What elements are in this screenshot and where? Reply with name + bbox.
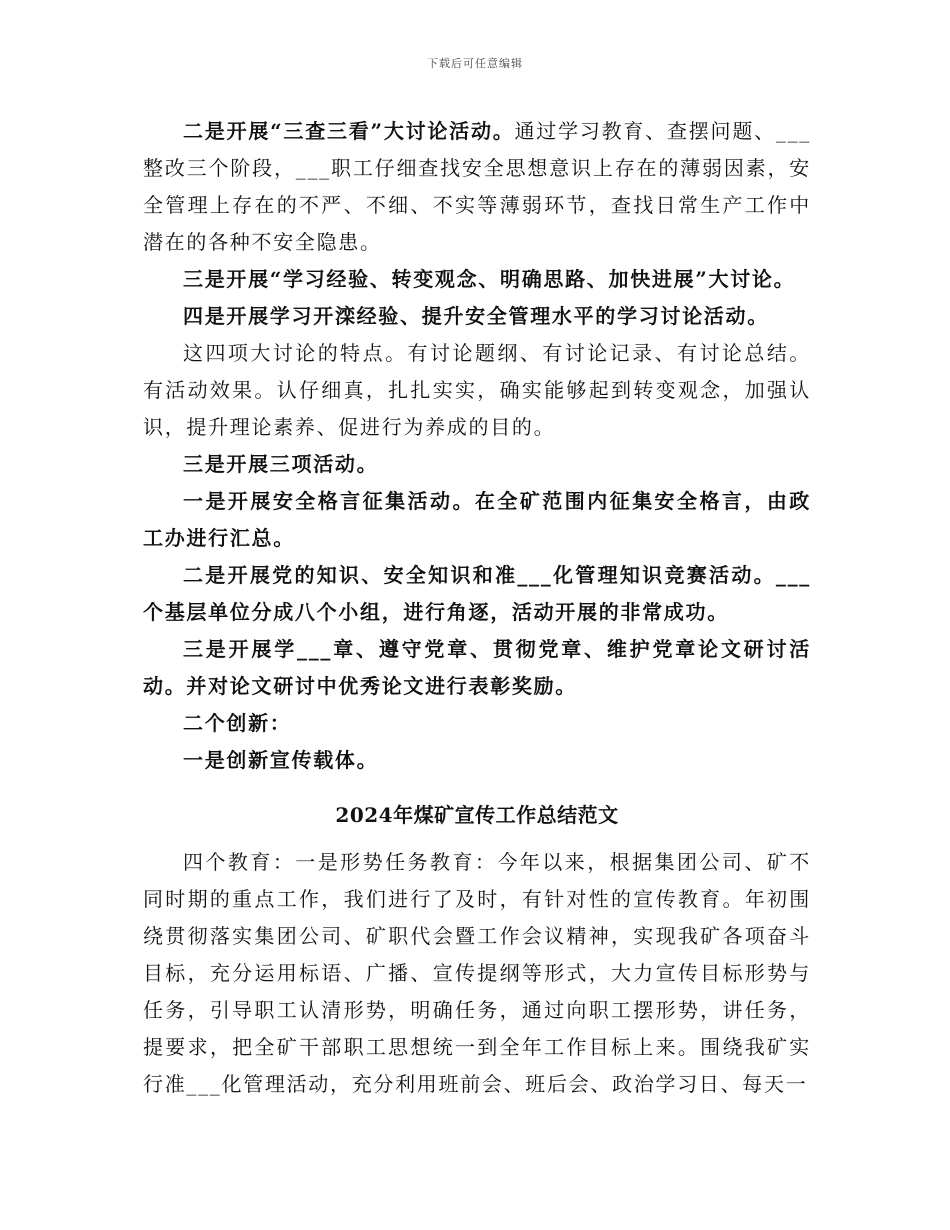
paragraph-bold: 二个创新：: [183, 711, 292, 735]
paragraph: [143, 483, 811, 557]
document-body: [143, 113, 811, 1103]
paragraph-text: 这四项大讨论的特点。有讨论题纲、有讨论记录、有讨论总结。有活动效果。认仔细真，扎扎实实，确实能够起到转变观念，加强认识，提升理论素养、促进行为养成的目的。: [143, 341, 811, 439]
paragraph-text: 四个教育：一是形势任务教育：今年以来，根据集团公司、矿不同时期的重点工作，我们进行了及时，有针对性的宣传教育。年初围绕贯彻落实集团公司、矿职代会暨工作会议精神，实现我矿各项奋斗目标，充分运用标语、广播、宣传提纲等形式，大力宣传目标形势与任务，引导职工认清形势，明确任务，通过向职工摆形势，讲任务，提要求，把全矿干部职工思想统一到全年工作目标上来。围绕我矿实行准___化管理活动，充分利用班前会、班后会、政治学习日、每天一: [143, 850, 811, 1096]
paragraph: [143, 844, 811, 1103]
paragraph: [143, 113, 811, 261]
paragraph-bold: 三是开展“学习经验、转变观念、明确思路、加快进展”大讨论。: [183, 267, 796, 291]
paragraph-bold: 二是开展“三查三看”大讨论活动。: [183, 119, 515, 143]
paragraph-bold: 一是开展安全格言征集活动。在全矿范围内征集安全格言，由政工办进行汇总。: [143, 489, 811, 550]
paragraph-bold: 四是开展学习开滦经验、提升安全管理水平的学习讨论活动。: [183, 304, 769, 328]
paragraph-text: 通过学习教育、查摆问题、___整改三个阶段，___职工仔细查找安全思想意识上存在的薄弱因素，安全管理上存在的不严、不细、不实等薄弱环节，查找日常生产工作中潜在的各种不安全隐患。: [143, 119, 811, 254]
paragraph: [143, 298, 811, 335]
section-title: 2024年煤矿宣传工作总结范文: [335, 803, 619, 827]
paragraph-bold: 三是开展学___章、遵守党章、贯彻党章、维护党章论文研讨活动。并对论文研讨中优秀论文进行表彰奖励。: [143, 637, 811, 698]
paragraph: [143, 705, 811, 742]
paragraph: [143, 446, 811, 483]
paragraph: [143, 742, 811, 779]
paragraph: [143, 631, 811, 705]
paragraph: [143, 335, 811, 446]
download-watermark: 下载后可任意编辑: [427, 57, 523, 70]
paragraph: [143, 557, 811, 631]
paragraph-bold: 一是创新宣传载体。: [183, 748, 379, 772]
paragraph-bold: 二是开展党的知识、安全知识和准___化管理知识竞赛活动。___个基层单位分成八个小组，进行角逐，活动开展的非常成功。: [143, 563, 811, 624]
paragraph-bold: 三是开展三项活动。: [183, 452, 379, 476]
paragraph: [143, 261, 811, 298]
